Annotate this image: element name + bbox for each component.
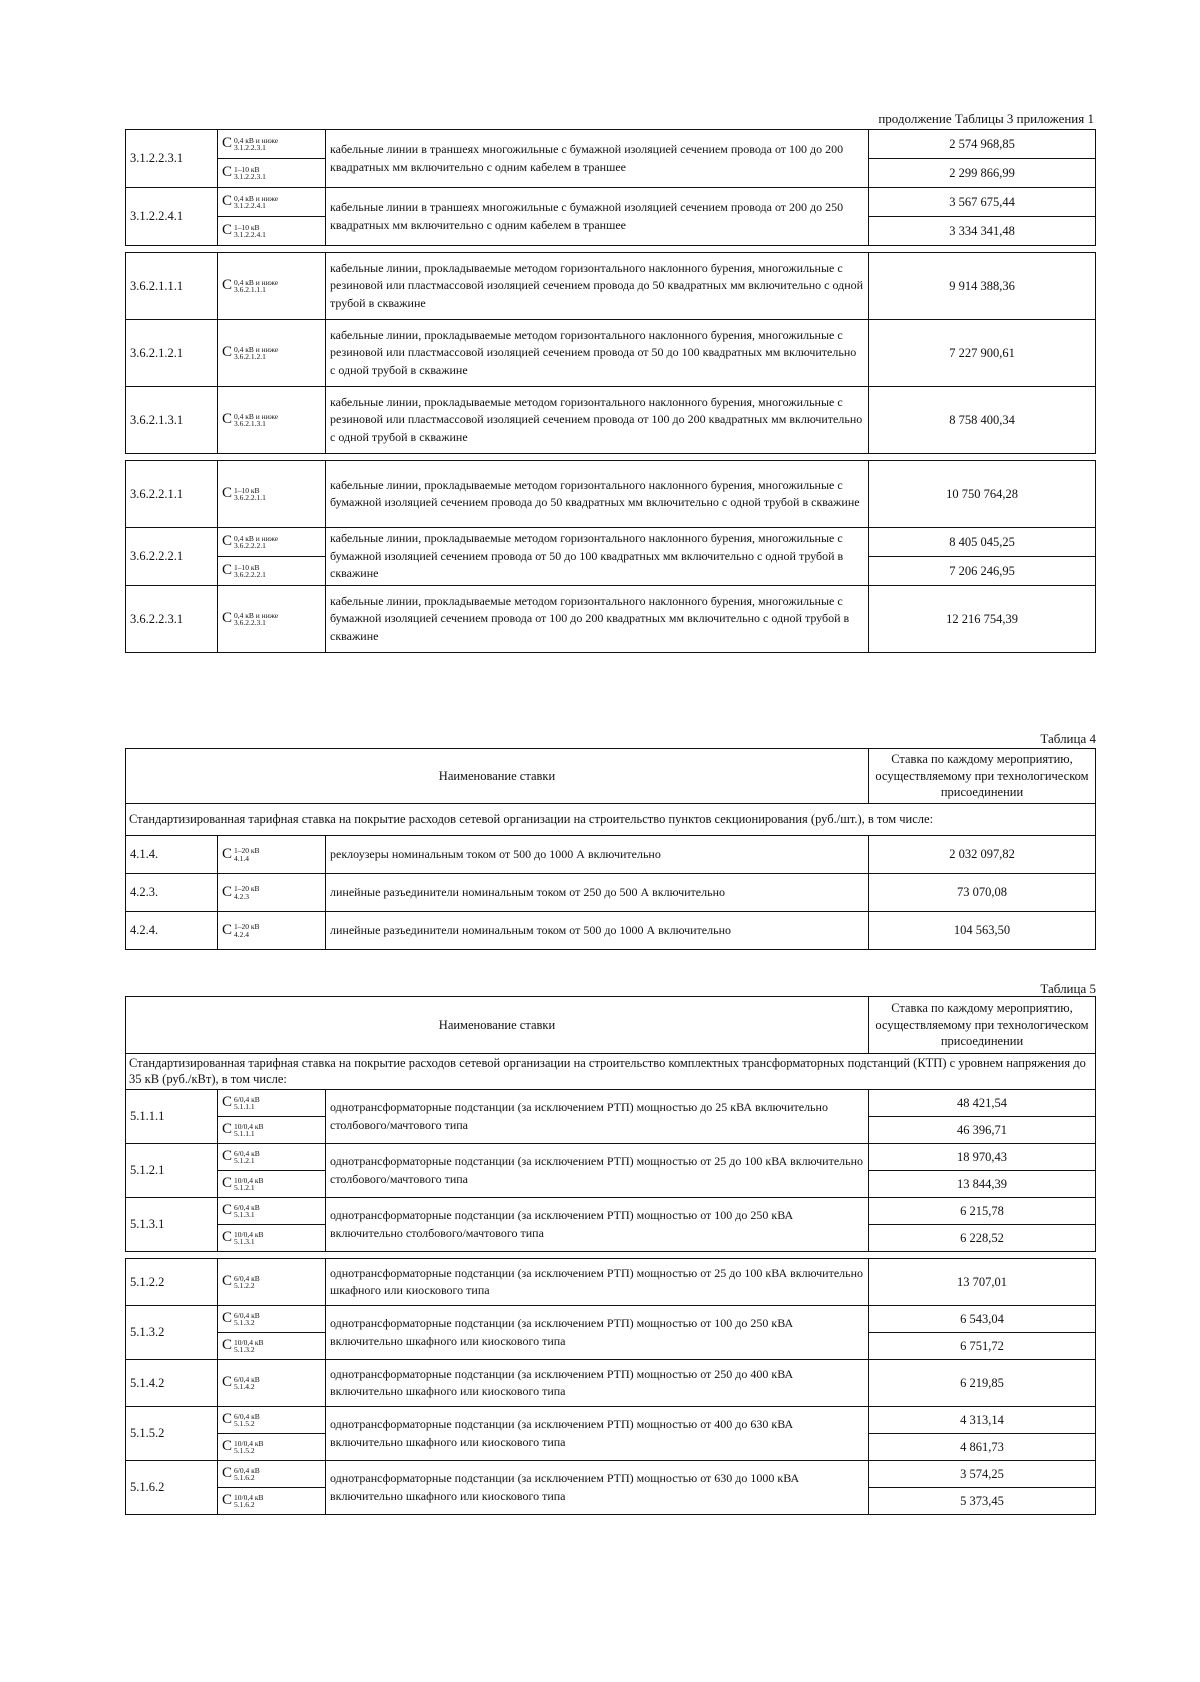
rate-symbol-index	[234, 612, 278, 627]
table-row	[126, 836, 1096, 874]
row-code: 3.6.2.1.2.1	[126, 320, 218, 387]
rate-value: 13 707,01	[869, 1259, 1096, 1306]
rate-value: 3 574,25	[869, 1461, 1096, 1488]
row-description: однотрансформаторные подстанции (за исключением РТП) мощностью от 100 до 250 кВА включительно столбового/мачтового типа	[326, 1198, 869, 1252]
row-code: 5.1.6.2	[126, 1461, 218, 1515]
rate-symbol-code: 3.1.2.2.4.1	[234, 230, 266, 239]
rate-symbol-code: 5.1.5.2	[234, 1419, 255, 1428]
rate-symbol	[218, 1306, 326, 1333]
rate-symbol-index	[234, 923, 260, 938]
rate-symbol-index	[234, 1177, 263, 1192]
rate-symbol-code: 5.1.5.2	[234, 1446, 255, 1455]
rate-value: 4 861,73	[869, 1434, 1096, 1461]
row-code: 3.1.2.2.4.1	[126, 188, 218, 246]
rate-symbol-index	[234, 487, 266, 502]
continuation-caption: продолжение Таблицы 3 приложения 1	[878, 111, 1094, 126]
rate-symbol-voltage: 1–20 кВ	[234, 922, 260, 931]
table-row	[126, 188, 1096, 217]
row-code: 5.1.2.2	[126, 1259, 218, 1306]
rate-symbol	[218, 1488, 326, 1515]
rate-symbol-index	[234, 413, 278, 428]
table4-caption: Таблица 4	[1040, 731, 1096, 746]
table-row	[126, 912, 1096, 950]
rate-symbol-letter: С	[222, 562, 233, 579]
row-description: однотрансформаторные подстанции (за исключением РТП) мощностью до 25 кВА включительно столбового/мачтового типа	[326, 1090, 869, 1144]
row-code: 3.1.2.2.3.1	[126, 130, 218, 188]
rate-symbol	[218, 1407, 326, 1434]
rate-value: 2 574 968,85	[869, 130, 1096, 159]
row-description: кабельные линии, прокладываемые методом горизонтального наклонного бурения, многожильные с резиновой или пластмассовой изоляцией сечением провода от 50 до 100 квадратных мм включительно с одной трубой в скважине	[326, 320, 869, 387]
rate-symbol-voltage: 0,4 кВ и ниже	[234, 193, 279, 203]
rate-symbol-letter: С	[222, 1202, 233, 1219]
rate-symbol-index	[234, 1440, 263, 1455]
rate-symbol-index	[234, 1204, 260, 1219]
table4	[125, 748, 1096, 950]
rate-symbol-voltage: 6/0,4 кВ	[234, 1273, 260, 1283]
rate-symbol-voltage: 0,4 кВ и ниже	[234, 411, 279, 421]
rate-value: 13 844,39	[869, 1171, 1096, 1198]
row-code: 3.6.2.1.1.1	[126, 253, 218, 320]
table-row	[126, 1259, 1096, 1306]
rate-symbol	[218, 217, 326, 246]
rate-value: 18 970,43	[869, 1144, 1096, 1171]
rate-symbol-voltage: 0,4 кВ и ниже	[234, 344, 279, 354]
row-description: кабельные линии, прокладываемые методом горизонтального наклонного бурения, многожильные с резиновой или пластмассовой изоляцией сечением провода от 100 до 200 квадратных мм включительно с одной трубой в скважине	[326, 387, 869, 454]
rate-value: 6 219,85	[869, 1360, 1096, 1407]
rate-symbol-letter: С	[222, 921, 233, 938]
table5-header-name: Наименование ставки	[126, 997, 869, 1054]
table3-continuation	[125, 129, 1096, 653]
rate-symbol	[218, 1090, 326, 1117]
rate-symbol-code: 3.6.2.2.1.1	[234, 493, 266, 502]
row-description: однотрансформаторные подстанции (за исключением РТП) мощностью от 25 до 100 кВА включительно столбового/мачтового типа	[326, 1144, 869, 1198]
row-description: кабельные линии в траншеях многожильные с бумажной изоляцией сечением провода от 100 до 200 квадратных мм включительно с одним кабелем в траншее	[326, 130, 869, 188]
rate-symbol-index	[234, 1123, 263, 1138]
rate-symbol-voltage: 0,4 кВ и ниже	[234, 610, 279, 620]
rate-symbol-letter: С	[222, 344, 233, 361]
table-row	[126, 1461, 1096, 1488]
rate-symbol-index	[234, 564, 266, 579]
rate-symbol-letter: С	[222, 533, 233, 550]
rate-value: 104 563,50	[869, 912, 1096, 950]
rate-symbol-code: 3.1.2.2.3.1	[234, 172, 266, 181]
rate-symbol-voltage: 6/0,4 кВ	[234, 1202, 260, 1212]
table-row	[126, 1407, 1096, 1434]
rate-value: 10 750 764,28	[869, 461, 1096, 528]
rate-symbol-voltage: 1–10 кВ	[234, 562, 260, 572]
rate-symbol-index	[234, 195, 278, 210]
rate-symbol-voltage: 6/0,4 кВ	[234, 1411, 260, 1421]
rate-symbol-code: 3.6.2.1.2.1	[234, 352, 266, 361]
rate-symbol-code: 5.1.1.1	[234, 1129, 255, 1138]
rate-symbol-code: 5.1.3.1	[234, 1210, 255, 1219]
rate-value: 3 567 675,44	[869, 188, 1096, 217]
rate-symbol-voltage: 6/0,4 кВ	[234, 1465, 260, 1475]
rate-symbol-letter: С	[222, 193, 233, 210]
table-row	[126, 130, 1096, 159]
rate-symbol-letter: С	[222, 610, 233, 627]
rate-symbol-letter: С	[222, 1465, 233, 1482]
rate-symbol-letter: С	[222, 1374, 233, 1391]
rate-symbol-code: 5.1.6.2	[234, 1473, 255, 1482]
rate-symbol-voltage: 1–10 кВ	[234, 485, 260, 495]
row-description: линейные разъединители номинальным током от 250 до 500 А включительно	[326, 874, 869, 912]
rate-symbol-letter: С	[222, 411, 233, 428]
row-code: 3.6.2.1.3.1	[126, 387, 218, 454]
rate-symbol-letter: С	[222, 164, 233, 181]
rate-symbol-code: 5.1.2.2	[234, 1281, 255, 1290]
row-description: кабельные линии, прокладываемые методом горизонтального наклонного бурения, многожильные с бумажной изоляцией сечением провода до 50 квадратных мм включительно с одной трубой в скважине	[326, 461, 869, 528]
rate-symbol	[218, 1171, 326, 1198]
rate-symbol	[218, 1117, 326, 1144]
row-code: 4.2.4.	[126, 912, 218, 950]
rate-symbol-index	[234, 1231, 263, 1246]
rate-symbol-index	[234, 1096, 260, 1111]
rate-symbol-letter: С	[222, 485, 233, 502]
row-description: кабельные линии в траншеях многожильные с бумажной изоляцией сечением провода от 200 до 250 квадратных мм включительно с одним кабелем в траншее	[326, 188, 869, 246]
rate-symbol-code: 5.1.1.1	[234, 1102, 255, 1111]
rate-symbol-index	[234, 166, 266, 181]
rate-symbol-letter: С	[222, 1121, 233, 1138]
rate-symbol	[218, 586, 326, 653]
rate-value: 7 206 246,95	[869, 557, 1096, 586]
rate-value: 8 758 400,34	[869, 387, 1096, 454]
rate-symbol	[218, 1333, 326, 1360]
table-row	[126, 387, 1096, 454]
rate-symbol-index	[234, 224, 266, 239]
rate-symbol-letter: С	[222, 1148, 233, 1165]
rate-value: 6 543,04	[869, 1306, 1096, 1333]
group-separator	[126, 1252, 1096, 1259]
rate-value: 4 313,14	[869, 1407, 1096, 1434]
rate-symbol-voltage: 6/0,4 кВ	[234, 1374, 260, 1384]
rate-symbol-voltage: 10/0,4 кВ	[234, 1229, 264, 1239]
table-row	[126, 528, 1096, 557]
rate-symbol	[218, 912, 326, 950]
row-description: кабельные линии, прокладываемые методом горизонтального наклонного бурения, многожильные с резиновой или пластмассовой изоляцией сечением провода до 50 квадратных мм включительно с одной трубой в скважине	[326, 253, 869, 320]
rate-symbol-code: 4.1.4	[234, 853, 250, 863]
rate-symbol-index	[234, 137, 278, 152]
rate-value: 2 299 866,99	[869, 159, 1096, 188]
table4-header-name: Наименование ставки	[126, 749, 869, 804]
rate-symbol-code: 3.1.2.2.3.1	[234, 143, 266, 152]
rate-symbol	[218, 461, 326, 528]
rate-symbol-code: 5.1.3.2	[234, 1345, 255, 1354]
group-separator	[126, 454, 1096, 461]
row-description: реклоузеры номинальным током от 500 до 1000 А включительно	[326, 836, 869, 874]
rate-symbol-voltage: 1–10 кВ	[234, 164, 260, 174]
rate-symbol-voltage: 6/0,4 кВ	[234, 1148, 260, 1158]
row-code: 3.6.2.2.1.1	[126, 461, 218, 528]
table-row	[126, 320, 1096, 387]
rate-symbol	[218, 836, 326, 874]
rate-symbol-index	[234, 1150, 260, 1165]
rate-symbol-index	[234, 1376, 260, 1391]
rate-symbol-voltage: 1–10 кВ	[234, 222, 260, 232]
table-row	[126, 874, 1096, 912]
table-row	[126, 1144, 1096, 1171]
table5-header-rate: Ставка по каждому мероприятию, осуществляемому при технологическом присоединении	[869, 997, 1096, 1054]
rate-symbol-index	[234, 1467, 260, 1482]
rate-symbol-letter: С	[222, 135, 233, 152]
rate-value: 8 405 045,25	[869, 528, 1096, 557]
row-description: однотрансформаторные подстанции (за исключением РТП) мощностью от 100 до 250 кВА включительно шкафного или киоскового типа	[326, 1306, 869, 1360]
rate-value: 2 032 097,82	[869, 836, 1096, 874]
rate-symbol	[218, 1259, 326, 1306]
table5	[125, 996, 1096, 1515]
row-code: 5.1.2.1	[126, 1144, 218, 1198]
table-row	[126, 1360, 1096, 1407]
rate-symbol	[218, 1461, 326, 1488]
rate-symbol-index	[234, 1275, 260, 1290]
rate-value: 12 216 754,39	[869, 586, 1096, 653]
rate-symbol-voltage: 0,4 кВ и ниже	[234, 135, 279, 145]
rate-symbol-index	[234, 535, 278, 550]
rate-symbol-code: 3.6.2.2.2.1	[234, 541, 266, 550]
rate-symbol-voltage: 10/0,4 кВ	[234, 1175, 264, 1185]
rate-value: 73 070,08	[869, 874, 1096, 912]
row-description: кабельные линии, прокладываемые методом горизонтального наклонного бурения, многожильные с бумажной изоляцией сечением провода от 50 до 100 квадратных мм включительно с одной трубой в скважине	[326, 528, 869, 586]
table5-span-text: Стандартизированная тарифная ставка на покрытие расходов сетевой организации на строительство комплектных трансформаторных подстанций (КТП) с уровнем напряжения до 35 кВ (руб./кВт), в том числе:	[126, 1054, 1096, 1090]
row-description: однотрансформаторные подстанции (за исключением РТП) мощностью от 630 до 1000 кВА включительно шкафного или киоскового типа	[326, 1461, 869, 1515]
row-code: 4.2.3.	[126, 874, 218, 912]
row-description: однотрансформаторные подстанции (за исключением РТП) мощностью от 250 до 400 кВА включительно шкафного или киоскового типа	[326, 1360, 869, 1407]
rate-symbol-voltage: 0,4 кВ и ниже	[234, 277, 279, 287]
table-row	[126, 461, 1096, 528]
rate-symbol	[218, 1198, 326, 1225]
table-row	[126, 1306, 1096, 1333]
rate-symbol-voltage: 0,4 кВ и ниже	[234, 533, 279, 543]
rate-symbol-voltage: 10/0,4 кВ	[234, 1438, 264, 1448]
rate-symbol-code: 3.1.2.2.4.1	[234, 201, 266, 210]
rate-symbol-code: 5.1.4.2	[234, 1382, 255, 1391]
rate-symbol-code: 3.6.2.1.1.1	[234, 285, 266, 294]
table-row	[126, 586, 1096, 653]
rate-symbol-index	[234, 1339, 263, 1354]
table4-header-rate: Ставка по каждому мероприятию, осуществляемому при технологическом присоединении	[869, 749, 1096, 804]
rate-symbol	[218, 874, 326, 912]
row-description: однотрансформаторные подстанции (за исключением РТП) мощностью от 25 до 100 кВА включительно шкафного или киоскового типа	[326, 1259, 869, 1306]
table-row	[126, 1198, 1096, 1225]
rate-symbol-letter: С	[222, 1094, 233, 1111]
rate-symbol-index	[234, 885, 260, 900]
rate-value: 3 334 341,48	[869, 217, 1096, 246]
table4-span-text: Стандартизированная тарифная ставка на покрытие расходов сетевой организации на строительство пунктов секционирования (руб./шт.), в том числе:	[126, 804, 1096, 836]
row-description: кабельные линии, прокладываемые методом горизонтального наклонного бурения, многожильные с бумажной изоляцией сечением провода от 100 до 200 квадратных мм включительно с одной трубой в скважине	[326, 586, 869, 653]
rate-symbol-letter: С	[222, 1438, 233, 1455]
rate-symbol-voltage: 10/0,4 кВ	[234, 1121, 264, 1131]
rate-symbol-code: 5.1.2.1	[234, 1183, 255, 1192]
rate-symbol-index	[234, 346, 278, 361]
rate-symbol-letter: С	[222, 845, 233, 862]
rate-symbol	[218, 1225, 326, 1252]
rate-symbol-voltage: 6/0,4 кВ	[234, 1094, 260, 1104]
rate-symbol-code: 3.6.2.1.3.1	[234, 419, 266, 428]
rate-symbol-code: 5.1.6.2	[234, 1500, 255, 1509]
rate-value: 6 215,78	[869, 1198, 1096, 1225]
row-description: линейные разъединители номинальным током от 500 до 1000 А включительно	[326, 912, 869, 950]
rate-symbol-letter: С	[222, 1492, 233, 1509]
rate-symbol-code: 3.6.2.2.2.1	[234, 570, 266, 579]
rate-value: 5 373,45	[869, 1488, 1096, 1515]
rate-symbol	[218, 159, 326, 188]
rate-value: 6 751,72	[869, 1333, 1096, 1360]
group-separator	[126, 246, 1096, 253]
row-description: однотрансформаторные подстанции (за исключением РТП) мощностью от 400 до 630 кВА включительно шкафного или киоскового типа	[326, 1407, 869, 1461]
rate-symbol-index	[234, 1494, 263, 1509]
rate-symbol	[218, 130, 326, 159]
rate-symbol-letter: С	[222, 1411, 233, 1428]
rate-symbol-voltage: 10/0,4 кВ	[234, 1492, 264, 1502]
rate-symbol-code: 5.1.3.1	[234, 1237, 255, 1246]
rate-symbol-code: 4.2.3	[234, 891, 250, 901]
rate-symbol-voltage: 1–20 кВ	[234, 846, 260, 855]
row-code: 5.1.1.1	[126, 1090, 218, 1144]
table5-caption: Таблица 5	[1040, 981, 1096, 996]
rate-symbol-letter: С	[222, 1229, 233, 1246]
table-row	[126, 253, 1096, 320]
rate-symbol-index	[234, 847, 260, 862]
rate-symbol	[218, 1360, 326, 1407]
rate-symbol-letter: С	[222, 222, 233, 239]
rate-symbol	[218, 253, 326, 320]
row-code: 5.1.3.1	[126, 1198, 218, 1252]
rate-value: 48 421,54	[869, 1090, 1096, 1117]
rate-symbol	[218, 1434, 326, 1461]
rate-symbol-code: 4.2.4	[234, 929, 250, 939]
table-row	[126, 1090, 1096, 1117]
rate-symbol-voltage: 6/0,4 кВ	[234, 1310, 260, 1320]
rate-symbol-letter: С	[222, 1273, 233, 1290]
rate-value: 9 914 388,36	[869, 253, 1096, 320]
row-code: 4.1.4.	[126, 836, 218, 874]
rate-symbol-index	[234, 279, 278, 294]
rate-symbol-letter: С	[222, 1310, 233, 1327]
rate-symbol-index	[234, 1312, 260, 1327]
rate-symbol-letter: С	[222, 1337, 233, 1354]
rate-value: 7 227 900,61	[869, 320, 1096, 387]
rate-symbol-letter: С	[222, 1175, 233, 1192]
rate-symbol-voltage: 10/0,4 кВ	[234, 1337, 264, 1347]
row-code: 3.6.2.2.3.1	[126, 586, 218, 653]
row-code: 5.1.4.2	[126, 1360, 218, 1407]
rate-symbol	[218, 387, 326, 454]
row-code: 3.6.2.2.2.1	[126, 528, 218, 586]
rate-symbol-letter: С	[222, 883, 233, 900]
rate-symbol-code: 5.1.3.2	[234, 1318, 255, 1327]
rate-symbol	[218, 188, 326, 217]
rate-symbol-index	[234, 1413, 260, 1428]
rate-symbol	[218, 1144, 326, 1171]
row-code: 5.1.5.2	[126, 1407, 218, 1461]
rate-symbol-code: 3.6.2.2.3.1	[234, 618, 266, 627]
rate-value: 46 396,71	[869, 1117, 1096, 1144]
rate-symbol-code: 5.1.2.1	[234, 1156, 255, 1165]
rate-symbol-letter: С	[222, 277, 233, 294]
row-code: 5.1.3.2	[126, 1306, 218, 1360]
rate-symbol-voltage: 1–20 кВ	[234, 884, 260, 893]
rate-symbol	[218, 320, 326, 387]
rate-symbol	[218, 528, 326, 557]
rate-value: 6 228,52	[869, 1225, 1096, 1252]
rate-symbol	[218, 557, 326, 586]
